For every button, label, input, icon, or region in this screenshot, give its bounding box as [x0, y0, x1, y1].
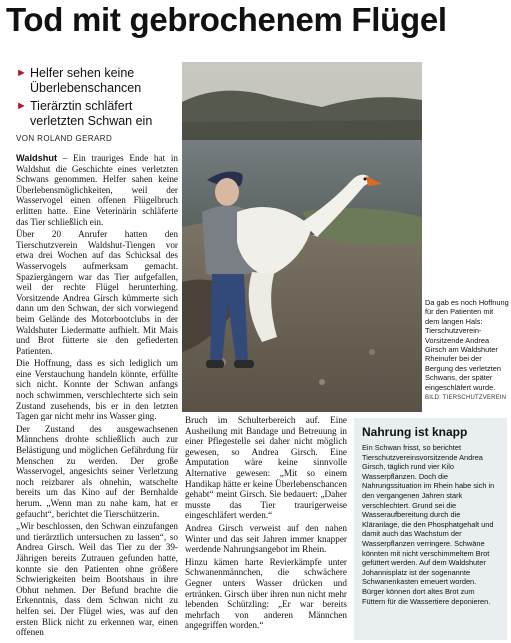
- subheads: [16, 66, 178, 132]
- info-box-text: Ein Schwan frisst, so berichtet Tierschutzvereinsvorsitzende Andrea Girsch, täglich rund vier Kilo Wasserpflanzen. Doch die Nahrungssituation im Rhein habe sich in den vergangenen Jahren stark verschlechtert. Grund sei die Wasseraufbereitung durch die Kläranlage, die den Phosphatgehalt und damit auch das Wachstum der Wasserpflanzen verringere. Schwäne könnten mit nicht verschimmeltem Brot gefüttert werden. Auf dem Waldshuter Johannisplatz ist der sogenannte Schwanenkasten erneuert worden. Bürger können dort altes Brot zum Füttern für die Wassertiere deponieren.: [362, 443, 495, 606]
- dateline: Waldshut: [16, 153, 57, 163]
- photo-caption: [425, 298, 509, 403]
- article-column-1: [16, 153, 178, 641]
- photo-credit: BILD: TIERSCHUTZVEREIN: [425, 395, 507, 402]
- photo-caption-text: Da gab es noch Hoffnung für den Patienten mit dem langen Hals: Tierschutzverein-Vorsitzende Andrea Girsch am Waldshuter Rheinufer bei der Bergung des verletzten Schwans, der später eingeschläfert wurde.: [425, 298, 509, 392]
- body-paragraph: Der Zustand des ausgewachsenen Männchens drohte schließlich auch zur Belästigung und möglichen Gefährdung für Menschen zu werden. Der große Wasservogel, angesichts seiner Verletzung noch reizbarer als ohnehin, watschelte bereits um das Kino auf der Bernhalde herum. „Wenn man zu nahe kam, hat er gefaucht“, berichtet die Tierschützerin.: [16, 423, 178, 519]
- lead-text: – Ein trauriges Ende hat in Waldshut die Geschichte eines verletzten Schwans genommen. Helfer sahen keine Überlebensmöglichkeiten, weil der Wasservogel einen offenen Flügelbruch erlitten hatte. Eine Veterinärin schläferte das Tier schließlich ein.: [16, 153, 178, 227]
- subhead-text: Helfer sehen keine Überlebenschancen: [30, 66, 142, 95]
- info-box-title: Nahrung ist knapp: [362, 425, 468, 439]
- triangle-right-icon: ►: [16, 67, 27, 79]
- subhead-text: Tierärztin schläfert verletzten Schwan ein: [30, 99, 153, 128]
- lead-paragraph: [16, 153, 178, 227]
- body-paragraph: Die Hoffnung, dass es sich lediglich um eine Verstauchung handeln könnte, erfüllte sich nicht. Konnte der Schwan anfangs noch schwimmen, verschlechterte sich sein Zustand zusehends, bis er in den letzten Tagen gar nicht mehr ins Wasser ging.: [16, 358, 178, 422]
- article-column-2: [185, 415, 347, 641]
- subhead-2: [16, 99, 178, 129]
- body-paragraph: Bruch im Schulterbereich auf. Eine Ausheilung mit Bandage und Betreuung in einer Pflegestelle sei daher nicht möglich gewesen, so Andrea Girsch. Eine Amputation wäre keine sinnvolle Alternative gewesen: „Mit so einem Handikap hätte er keine Überlebenschancen gehabt“ meint Girsch. Sie bedauert: „Daher musste das Tier traurigerweise eingeschläfert werden.“: [185, 415, 347, 521]
- body-paragraph: Hinzu kämen harte Revierkämpfe unter Schwanenmännchen, die schwächere Gegner unters Wasser drücken und ertränken. Girsch über ihren nun nicht mehr lebenden Schützling: „Er war bereits mehrfach von anderen Männchen angegriffen worden.“: [185, 556, 347, 631]
- byline: VON ROLAND GERARD: [16, 134, 113, 143]
- subhead-1: [16, 66, 178, 96]
- body-paragraph: Andrea Girsch verweist auf den nahen Winter und das seit Jahren immer knapper werdende Nahrungsangebot im Rhein.: [185, 522, 347, 555]
- body-paragraph: „Wir beschlossen, den Schwan einzufangen und tierärztlich untersuchen zu lassen“, so Andrea Girsch. Weil das Tier zu der 39-Jährigen bereits Zutrauen gefunden hatte, konnte sie den Patienten ohne größere Schwierigkeiten beim Bootshaus in ihre Obhut nehmen. Der Befund brachte die Erkenntnis, dass dem Schwan nicht zu helfen sei. Der Flügel wies, was auf den ersten Blick nicht zu erkennen war, einen offenen: [16, 521, 178, 638]
- triangle-right-icon: ►: [16, 100, 27, 112]
- body-paragraph: Über 20 Anrufer hatten den Tierschutzverein Waldshut-Tiengen vor etwa drei Wochen auf das Schicksal des Wasservogels aufmerksam gemacht. Spaziergängern war das Tier aufgefallen, weil der rechte Flügel herunterhing. Vorsitzende Andrea Girsch kümmerte sich dann um den Schwan, der sich vorwiegend beim Gelände des Motorbootclubs in der Waldshuter Liedermatte aufhielt. Mit Mais und Brot fütterte sie den gefiederten Patienten.: [16, 229, 178, 356]
- article-photo: [182, 62, 422, 412]
- headline: Tod mit gebrochenem Flügel: [6, 1, 447, 38]
- info-box: [354, 418, 507, 640]
